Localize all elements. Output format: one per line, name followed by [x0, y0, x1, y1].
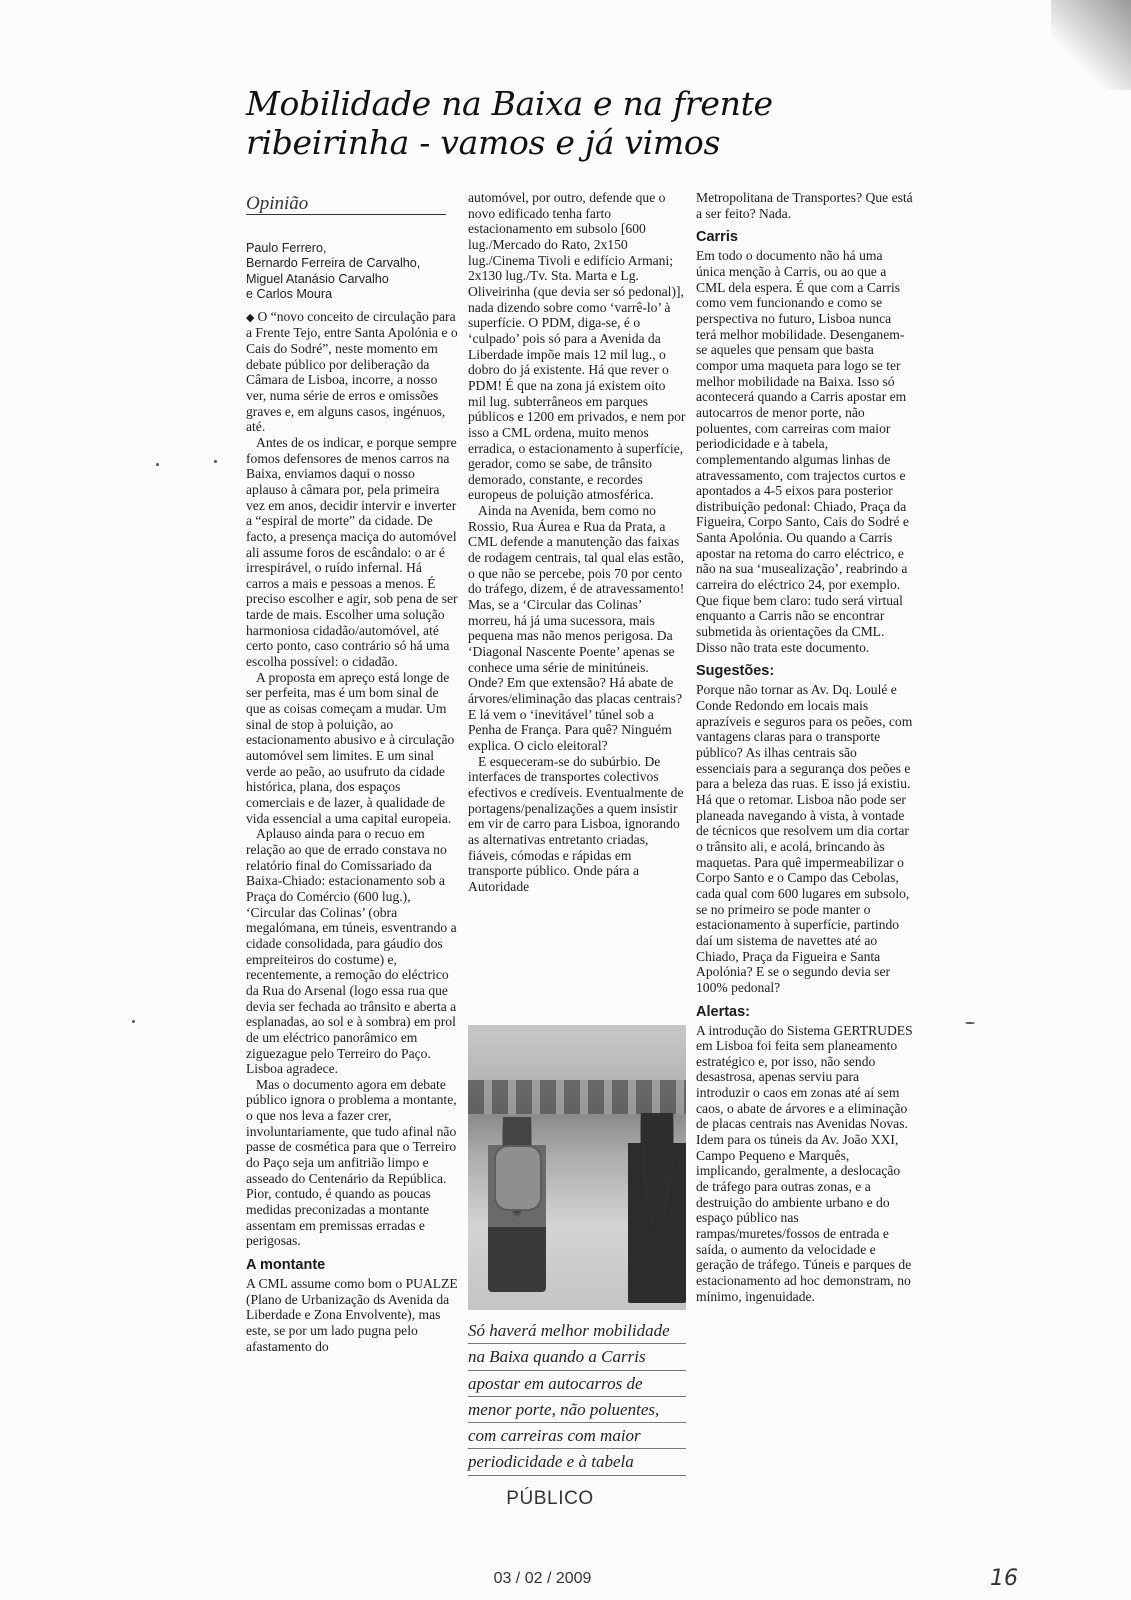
subheading: Carris [696, 229, 738, 246]
author-byline [246, 241, 458, 303]
paragraph: Porque não tornar as Av. Dq. Loulé e Conde Redondo em locais mais aprazíveis e seguros para os peões, com vantagens claras para o transporte público? As ilhas centrais são essenciais para a segurança dos peões e para a beleza das ruas. E isso já existiu. Há que o retomar. Lisboa não pode ser planeada navegando à vista, à vontade de técnicos que resolvem um dia cortar o trânsito ali, e acolá, brincando às maquetas. Para quê impermeabilizar o Corpo Santo e o Campo das Cebolas, cada qual com 600 lugares em subsolo, se no primeiro se pode manter o estacionamento à superfície, partindo daí um sistema de navettes até ao Chiado, Praça da Figueira e Santa Apolónia? E se o segundo devia ser 100% pedonal? [696, 682, 913, 995]
paragraph: Em todo o documento não há uma única menção à Carris, ou ao que a CML dela espera. É que com a Carris como vem funcionando e como se perspectiva no futuro, Lisboa nunca terá melhor mobilidade. Desenganem-se aqueles que pensam que basta compor uma maqueta para logo se ter melhor mobilidade na Baixa. Isso só acontecerá quando a Carris apostar em autocarros de menor porte, não poluentes, com carreiras com maior periodicidade e à tabela, complementando algumas linhas de atravessamento, com trajectos curtos e apontados a 4-5 eixos para posterior distribuição pedonal: Chiado, Praça da Figueira, Corpo Santo, Cais do Sodré e Santa Apolónia. Ou quando a Carris apostar na retoma do carro eléctrico, e não na sua ‘musealização’, reabrindo a carreira do eléctrico 24, por exemplo. Que fique bem claro: tudo será virtual enquanto a Carris não se encontrar submetida às orientações da CML. Disso não trata este documento. [696, 248, 909, 655]
paragraph: Ainda na Avenida, bem como no Rossio, Rua Áurea e Rua da Prata, a CML defende a manutenção das faixas de rodagem centrais, tal qual elas estão, o que não se percebe, pois 70 por cento do tráfego, dizem, é de atravessamento! Mas, se a ‘Circular das Colinas’ morreu, há já uma sucessora, mais pequena mas não menos perigosa. Da ‘Diagonal Nascente Poente’ apenas se conhece uma série de minitúneis. Onde? Em que extensão? Há abate de árvores/eliminação das placas centrais? E lá vem o ‘inevitável’ túnel sob a Penha de França. Para quê? Ninguém explica. O ciclo eleitoral? [468, 503, 685, 753]
photo-backpack [494, 1145, 542, 1211]
paragraph: A CML assume como bom o PUALZE (Plano de Urbanização ds Avenida da Liberdade e Zona Envolvente), mas este, se por um lado pugna pelo afastamento do [246, 1276, 458, 1354]
caption-line: apostar em autocarros de [468, 1371, 686, 1397]
author-name: Bernardo Ferreira de Carvalho, [246, 256, 421, 271]
paragraph: Aplauso ainda para o recuo em relação ao que de errado constava no relatório final do Comissariado da Baixa-Chiado: estacionamento sob a Praça do Comércio (600 lug.), ‘Circular das Colinas’ (obra megalómana, em túneis, esventrando a cidade consolidada, para gáudio dos empreiteiros do costume) e, recentemente, a remoção do eléctrico da Rua do Arsenal (logo essa rua que devia ser fechada ao trânsito e aberta a esplanadas, ao sol e à sombra) em prol de um eléctrico panorâmico em ziguezague pelo Terreiro do Paço. Lisboa agradece. [246, 826, 457, 1077]
subheading: Alertas: [696, 1003, 750, 1020]
paragraph [246, 309, 458, 435]
article-column-3 [696, 190, 914, 1304]
author-name: e Carlos Moura [246, 287, 333, 302]
scan-corner-fold [1051, 0, 1131, 90]
author-name: Miguel Atanásio Carvalho [246, 271, 389, 286]
paragraph: Mas o documento agora em debate público ignora o problema a montante, o que nos leva a fazer crer, involuntariamente, que tudo afinal não passe de cosmética para que o Terreiro do Paço seja um anfitrião limpo e asseado do Centenário da República. Pior, contudo, é quando as poucas medidas preconizadas a montante assentam em premissas erradas e perigosas. [246, 1076, 457, 1249]
paragraph: A proposta em apreço está longe de ser perfeita, mas é um bom sinal de que as coisas começam a mudar. Um sinal de stop à poluição, ao estacionamento abusivo e à circulação automóvel sem limites. E um sinal verde ao peão, ao usufruto da cidade histórica, plana, dos espaços comerciais e de lazer, à qualidade de vida essencial a uma capital europeia. [246, 669, 455, 826]
publication-date: 03 / 02 / 2009 [493, 1570, 592, 1587]
paragraph: Metropolitana de Transportes? Que está a ser feito? Nada. [696, 190, 913, 221]
subheading: Sugestões: [696, 663, 775, 680]
photo-caption [468, 1318, 686, 1476]
article-column-1 [246, 193, 458, 1354]
caption-line: periodicidade e à tabela [468, 1449, 686, 1475]
section-label: Opinião [246, 196, 446, 215]
scan-speck [965, 1022, 975, 1024]
scan-speck [132, 1020, 135, 1023]
article-column-2 [468, 190, 686, 895]
article-photo [468, 1025, 686, 1310]
photo-train [468, 1080, 686, 1114]
circle-bullet-icon: ◆ [246, 310, 255, 324]
author-name: Paulo Ferrero, [246, 240, 327, 255]
subheading: A montante [246, 1257, 326, 1274]
article-headline: Mobilidade na Baixa e na frente ribeirinha - vamos e já vimos [246, 84, 773, 162]
caption-line: menor porte, não poluentes, [468, 1397, 686, 1423]
paragraph: Antes de os indicar, e porque sempre fomos defensores de menos carros na Baixa, enviamos daqui o nosso aplauso à câmara por, pela primeira vez em anos, decidir intervir e inverter a “espiral de morte” da cidade. De facto, a presença maciça do automóvel ali assume foros de escândalo: o ar é irrespirável, o ruído infernal. Há carros a mais e pessoas a menos. É preciso escolher e agir, sob pena de ser tarde de mais. Escolher uma solução harmoniosa cidadão/automóvel, até certo ponto, caso contrário só há uma escolha possível: o cidadão. [246, 434, 458, 670]
caption-line: com carreiras com maior [468, 1423, 686, 1449]
caption-line: na Baixa quando a Carris [468, 1344, 686, 1370]
publication-name: PÚBLICO [506, 1488, 594, 1509]
scan-speck [156, 463, 159, 466]
paragraph: E esqueceram-se do subúrbio. De interfaces de transportes colectivos efectivos e credíveis. Eventualmente de portagens/penalizações a quem insistir em vir de carro para Lisboa, ignorando as alternativas entretanto criadas, fiáveis, cómodas e rápidas em transporte público. Onde pára a Autoridade [468, 753, 684, 894]
paragraph: A introdução do Sistema GERTRUDES em Lisboa foi feita sem planeamento estratégico e, por isso, não sendo desastrosa, apenas serviu para introduzir o caos em zonas até aí sem caos, o abate de árvores e a eliminação de placas centrais nas Avenidas Novas. Idem para os túneis da Av. João XXI, Campo Pequeno e Marquês, implicando, geralmente, a deslocação de tráfego para outras zonas, e a destruição do ambiente urbano e do espaço público nas rampas/muretes/fossos de entrada e saída, o aumento da velocidade e geração de tráfego. Túneis e parques de estacionamento ad hoc demonstram, no mínimo, ingenuidade. [696, 1022, 913, 1304]
photo-person [628, 1113, 686, 1303]
caption-line: Só haverá melhor mobilidade [468, 1318, 686, 1344]
paragraph-text: O “novo conceito de circulação para a Frente Tejo, entre Santa Apolónia e o Cais do Sodré”, neste momento em debate público por deliberação da Câmara de Lisboa, incorre, a nosso ver, numa série de erros e omissões graves e, em alguns casos, ingénuos, até. [246, 308, 458, 435]
scan-speck [214, 460, 217, 463]
paragraph: automóvel, por outro, defende que o novo edificado tenha farto estacionamento em subsolo [600 lug./Mercado do Rato, 2x150 lug./Cinema Tivoli e edifício Armani; 2x130 lug./Tv. Sta. Marta e Lg. Oliveirinha (que devia ser só pedonal)], nada dizendo sobre como ‘varrê-lo’ à superfície. O PDM, diga-se, é o ‘culpado’ pois só para a Avenida da Liberdade impõe mais 12 mil lug., o dobro do já existente. Há que rever o PDM! É que na zona já existem oito mil lug. subterrâneos em parques públicos e 1200 em privados, e nem por isso a CML ordena, muito menos erradica, o estacionamento à superfície, gerador, como se sabe, de trânsito demorado, constante, e recordes europeus de poluição atmosférica. [468, 190, 686, 503]
handwritten-page-number: 16 [990, 1566, 1018, 1591]
